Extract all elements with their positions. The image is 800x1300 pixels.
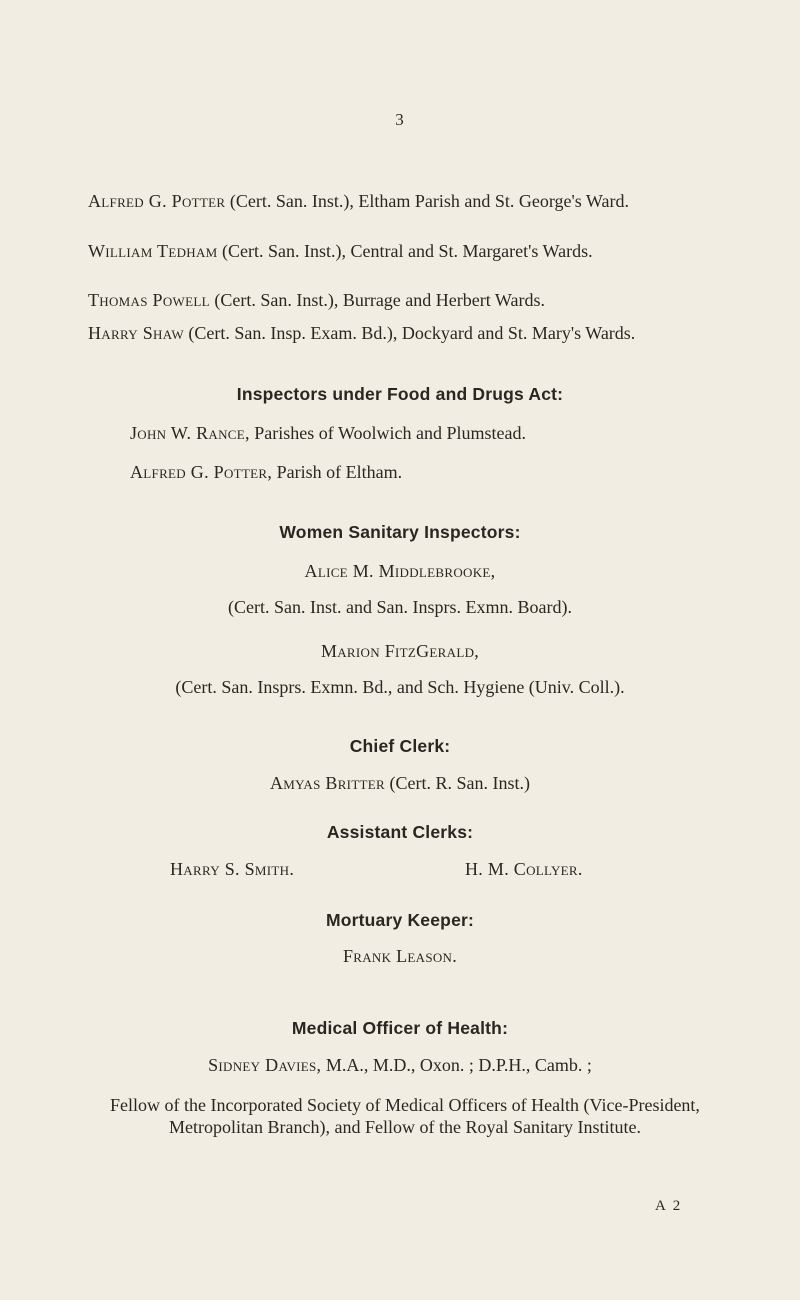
medical-officer-entry (0, 1054, 800, 1077)
inspector-name: William Tedham (88, 241, 218, 261)
signature-mark: A 2 (655, 1198, 683, 1214)
medical-officer-name: Sidney Davies, (208, 1055, 322, 1075)
food-drugs-name: Alfred G. Potter, (130, 462, 273, 482)
inspector-detail: (Cert. San. Inst.), Central and St. Margaret's Wards. (222, 241, 593, 261)
chief-clerk-name: Amyas Britter (269, 773, 386, 793)
chief-clerk-entry (0, 772, 800, 795)
inspector-entry (88, 240, 788, 263)
assistant-clerk-name: Harry S. Smith. (170, 859, 295, 879)
medical-officer-fellowship: Fellow of the Incorporated Society of Medical Officers of Health (Vice-President, Metropolitan Branch), and Fellow of the Royal Sanitary Institute. (110, 1095, 700, 1137)
medical-officer-heading: Medical Officer of Health: (291, 1018, 509, 1038)
food-drugs-heading: Inspectors under Food and Drugs Act: (236, 384, 564, 404)
inspector-entry (88, 322, 788, 345)
women-inspectors-heading: Women Sanitary Inspectors: (279, 522, 521, 542)
inspector-detail: (Cert. San. Inst.), Burrage and Herbert Wards. (214, 290, 545, 310)
food-drugs-detail: Parish of Eltham. (276, 462, 403, 482)
assistant-clerks-heading: Assistant Clerks: (326, 822, 474, 842)
inspector-entry (88, 289, 788, 312)
chief-clerk-quals: (Cert. R. San. Inst.) (389, 773, 530, 793)
inspector-entry (88, 190, 788, 213)
page-number: 3 (395, 110, 405, 129)
mortuary-heading: Mortuary Keeper: (325, 910, 475, 930)
mortuary-keeper-name: Frank Leason. (342, 946, 458, 966)
medical-officer-degrees: M.A., M.D., Oxon. ; D.P.H., Camb. ; (325, 1055, 592, 1075)
food-drugs-detail: Parishes of Woolwich and Plumstead. (254, 423, 526, 443)
inspector-detail: (Cert. San. Inst.), Eltham Parish and St. George's Ward. (229, 191, 629, 211)
women-inspector-quals: (Cert. San. Insprs. Exmn. Bd., and Sch. Hygiene (Univ. Coll.). (175, 677, 625, 697)
women-inspector-quals: (Cert. San. Inst. and San. Insprs. Exmn. Board). (228, 597, 572, 617)
chief-clerk-heading: Chief Clerk: (349, 736, 451, 756)
inspector-name: Alfred G. Potter (88, 191, 226, 211)
inspector-detail: (Cert. San. Insp. Exam. Bd.), Dockyard and St. Mary's Wards. (188, 323, 636, 343)
assistant-clerk-name: H. M. Collyer. (465, 859, 583, 879)
food-drugs-entry (130, 461, 402, 484)
inspector-name: Harry Shaw (88, 323, 184, 343)
women-inspector-name: Alice M. Middlebrooke, (304, 561, 496, 581)
food-drugs-name: John W. Rance, (130, 423, 250, 443)
inspector-name: Thomas Powell (88, 290, 210, 310)
women-inspector-name: Marion FitzGerald, (320, 641, 480, 661)
food-drugs-entry (130, 422, 526, 445)
